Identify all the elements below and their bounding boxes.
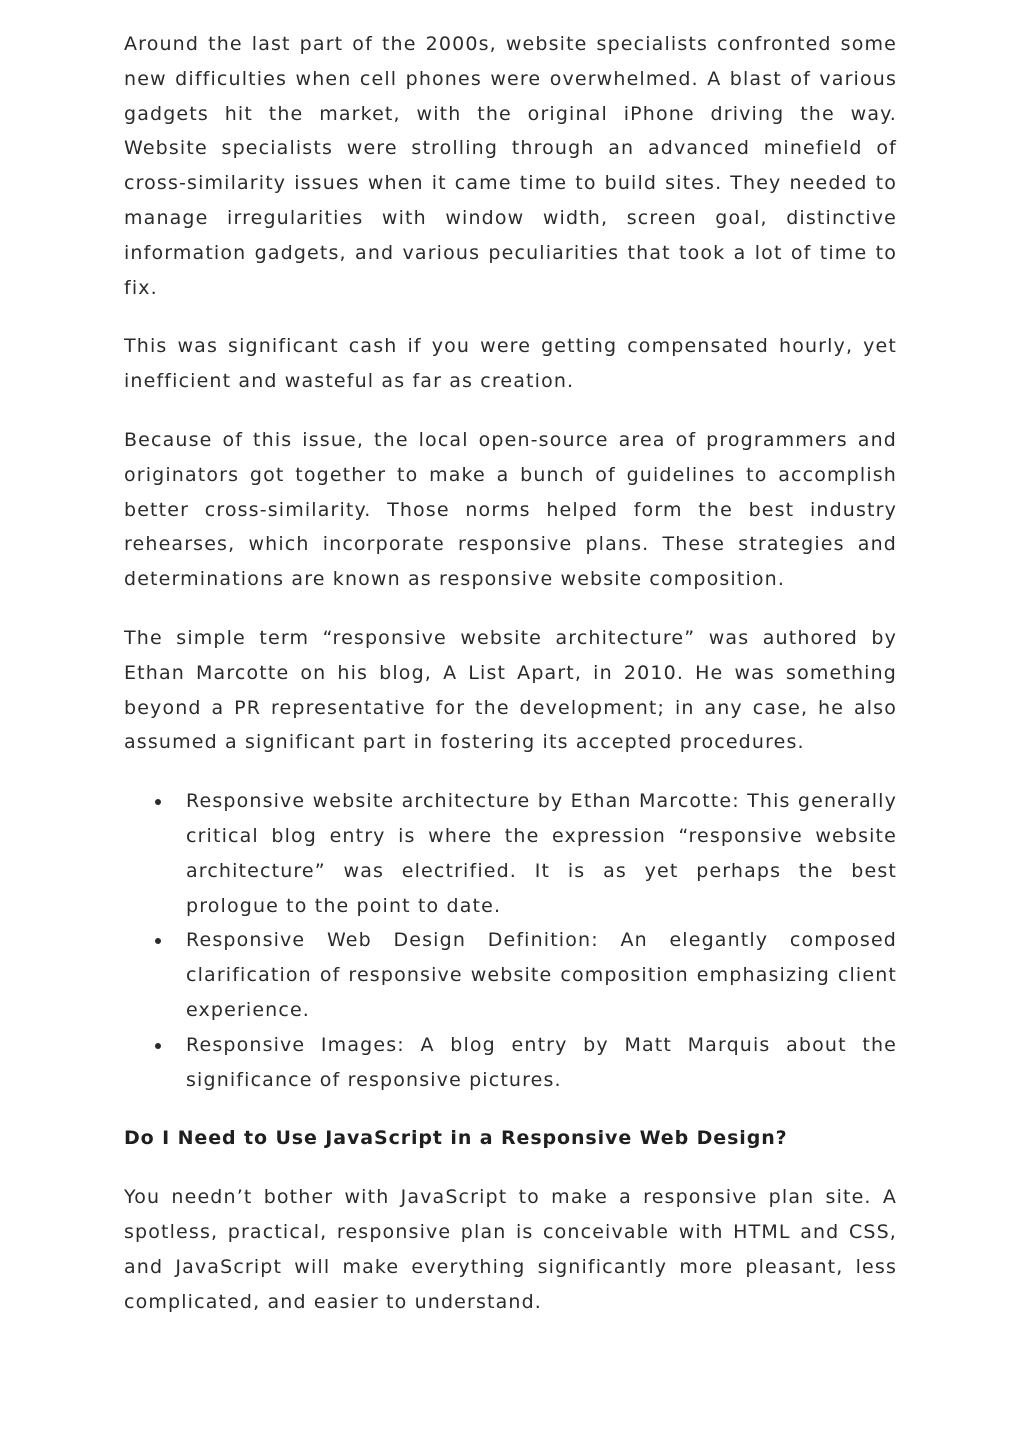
resource-list — [124, 784, 897, 1097]
paragraph-intro-4: The simple term “responsive website architecture” was authored by Ethan Marcotte on his blog, A List Apart, in 2010. He was something beyond a PR representative for the development; in any case, he also assumed a significant part in fostering its accepted procedures. — [124, 626, 897, 754]
list-item — [186, 784, 897, 923]
list-item-text: Responsive Images: A blog entry by Matt Marquis about the significance of responsive pictures. — [186, 1033, 897, 1091]
list-item — [186, 923, 897, 1027]
paragraph-intro-1: Around the last part of the 2000s, website specialists confronted some new difficulties when cell phones were overwhelmed. A blast of various gadgets hit the market, with the original iPhone driving the way. Website specialists were strolling through an advanced minefield of cross-similarity issues when it came time to build sites. They needed to manage irregularities with window width, screen goal, distinctive information gadgets, and various peculiarities that took a lot of time to fix. — [124, 33, 897, 299]
list-item — [186, 1028, 897, 1098]
bullet-icon — [155, 1043, 161, 1049]
paragraph-final: You needn’t bother with JavaScript to make a responsive plan site. A spotless, practical, responsive plan is conceivable with HTML and CSS, and JavaScript will make everything significantly more pleasant, less complicated, and easier to understand. — [124, 1186, 897, 1313]
paragraph-intro-2: This was significant cash if you were getting compensated hourly, yet inefficient and wasteful as far as creation. — [124, 335, 897, 393]
article-body — [124, 27, 897, 1343]
bullet-icon — [155, 938, 161, 944]
list-item-text: Responsive website architecture by Ethan Marcotte: This generally critical blog entry is where the expression “responsive website architecture” was electrified. It is as yet perhaps the best prologue to the point to date. — [186, 790, 897, 917]
paragraph-intro-3: Because of this issue, the local open-source area of programmers and originators got together to make a bunch of guidelines to accomplish better cross-similarity. Those norms helped form the best industry rehearses, which incorporate responsive plans. These strategies and determinations are known as responsive website composition. — [124, 428, 897, 591]
bullet-icon — [155, 799, 161, 805]
list-item-text: Responsive Web Design Definition: An elegantly composed clarification of responsive website composition emphasizing client experience. — [186, 929, 897, 1021]
section-heading: Do I Need to Use JavaScript in a Responsive Web Design? — [124, 1127, 788, 1150]
